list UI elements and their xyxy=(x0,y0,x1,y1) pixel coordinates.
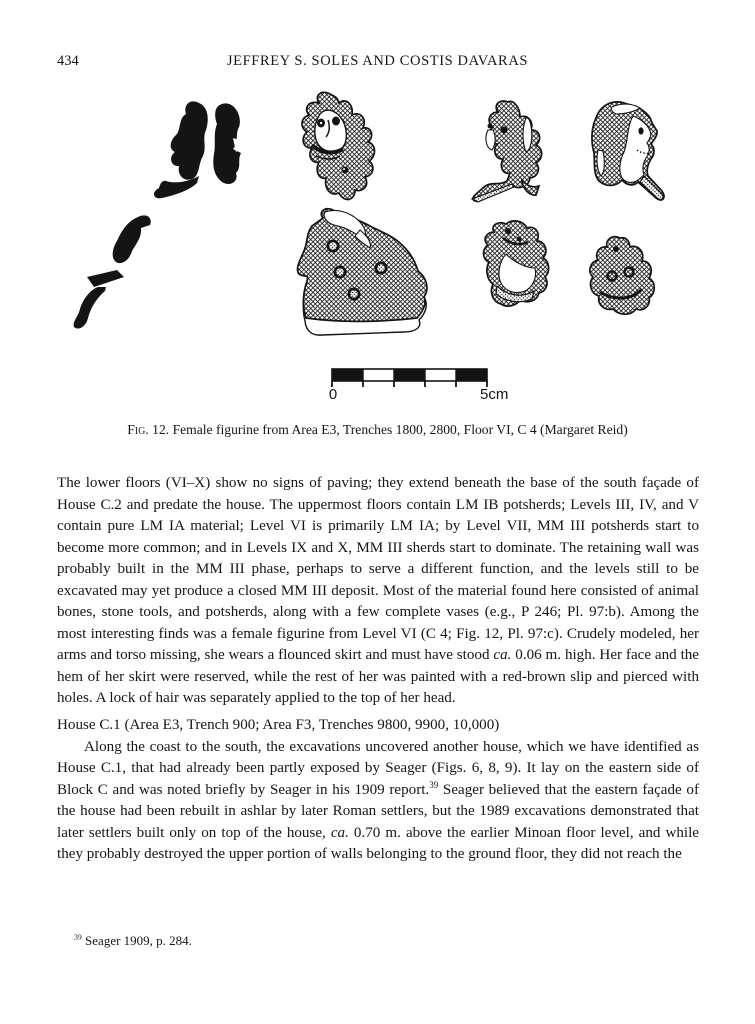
figurine-head-profile-right-drawing xyxy=(592,102,664,200)
running-title: JEFFREY S. SOLES AND COSTIS DAVARAS xyxy=(226,53,529,69)
figurine-fragment-small-left-drawing xyxy=(484,221,549,306)
footnote-text: Seager 1909, p. 284. xyxy=(81,933,192,948)
section-heading: House C.1 (Area E3, Trench 900; Area F3, Trenches 9800, 9900, 10,000) xyxy=(57,717,500,734)
page-number: 434 xyxy=(57,53,79,69)
figurine-head-front-drawing xyxy=(302,92,375,199)
figure-caption: Fig. 12. Female figurine from Area E3, Trenches 1800, 2800, Floor VI, C 4 (Margaret Reid) xyxy=(127,422,628,437)
figurine-head-profile-left-drawing xyxy=(472,101,542,202)
figurine-skirt-fragment-drawing xyxy=(298,209,427,335)
paragraph-2: Along the coast to the south, the excavations uncovered another house, which we have identified as House C.1, that had already been partly exposed by Seager (Figs. 6, 8, 9). It lay on the eastern side of Block C and was noted briefly by Seager in his 1909 report.$^{39}$ Seager believed that the eastern façade of the house had been rebuilt in ashlar by later Roman settlers, but the 1989 excavations demonstrated that later settlers built only on top of the house, ca. 0.70 m. above the earlier Minoan floor level, and while they probably destroyed the upper portion of walls belonging to the ground floor, they did not reach the xyxy=(57,738,700,863)
scale-bar-end-label: 5cm xyxy=(480,386,509,403)
footnote-marker: 39 xyxy=(74,932,82,942)
body-text xyxy=(57,473,699,866)
scale-bar-zero-label: 0 xyxy=(328,386,338,403)
scale-bar xyxy=(329,369,509,403)
figurine-fragment-small-right-drawing xyxy=(590,237,654,315)
footnote-39 xyxy=(57,933,699,949)
figure-12-illustration xyxy=(60,90,700,405)
paragraph-1: The lower floors (VI–X) show no signs of paving; they extend beneath the base of the south façade of House C.2 and predate the house. The uppermost floors contain LM IB potsherds; Levels III, IV, and V contain pure LM IA material; Level VI is primarily LM IA; by Level VII, MM III potsherds start to become more common; and in Levels IX and X, MM III sherds start to dominate. The retaining wall was probably built in the MM III phase, perhaps to serve a different function, and the levels still to be excavated may yet produce a closed MM III deposit. Most of the material found here consisted of animal bones, stone tools, and potsherds, along with a few complete vases (e.g., P 246; Pl. 97:b). Among the most interesting finds was a female figurine from Level VI (C 4; Fig. 12, Pl. 97:c). Crudely modeled, her arms and torso missing, she wears a flounced skirt and must have stood ca. 0.06 m. high. Her face and the hem of her skirt were reserved, while the rest of her was painted with a red-brown slip and pierced with holes. A lock of hair was separately applied to the top of her head. xyxy=(57,475,700,707)
figurine-section-profile-drawing xyxy=(74,101,249,328)
